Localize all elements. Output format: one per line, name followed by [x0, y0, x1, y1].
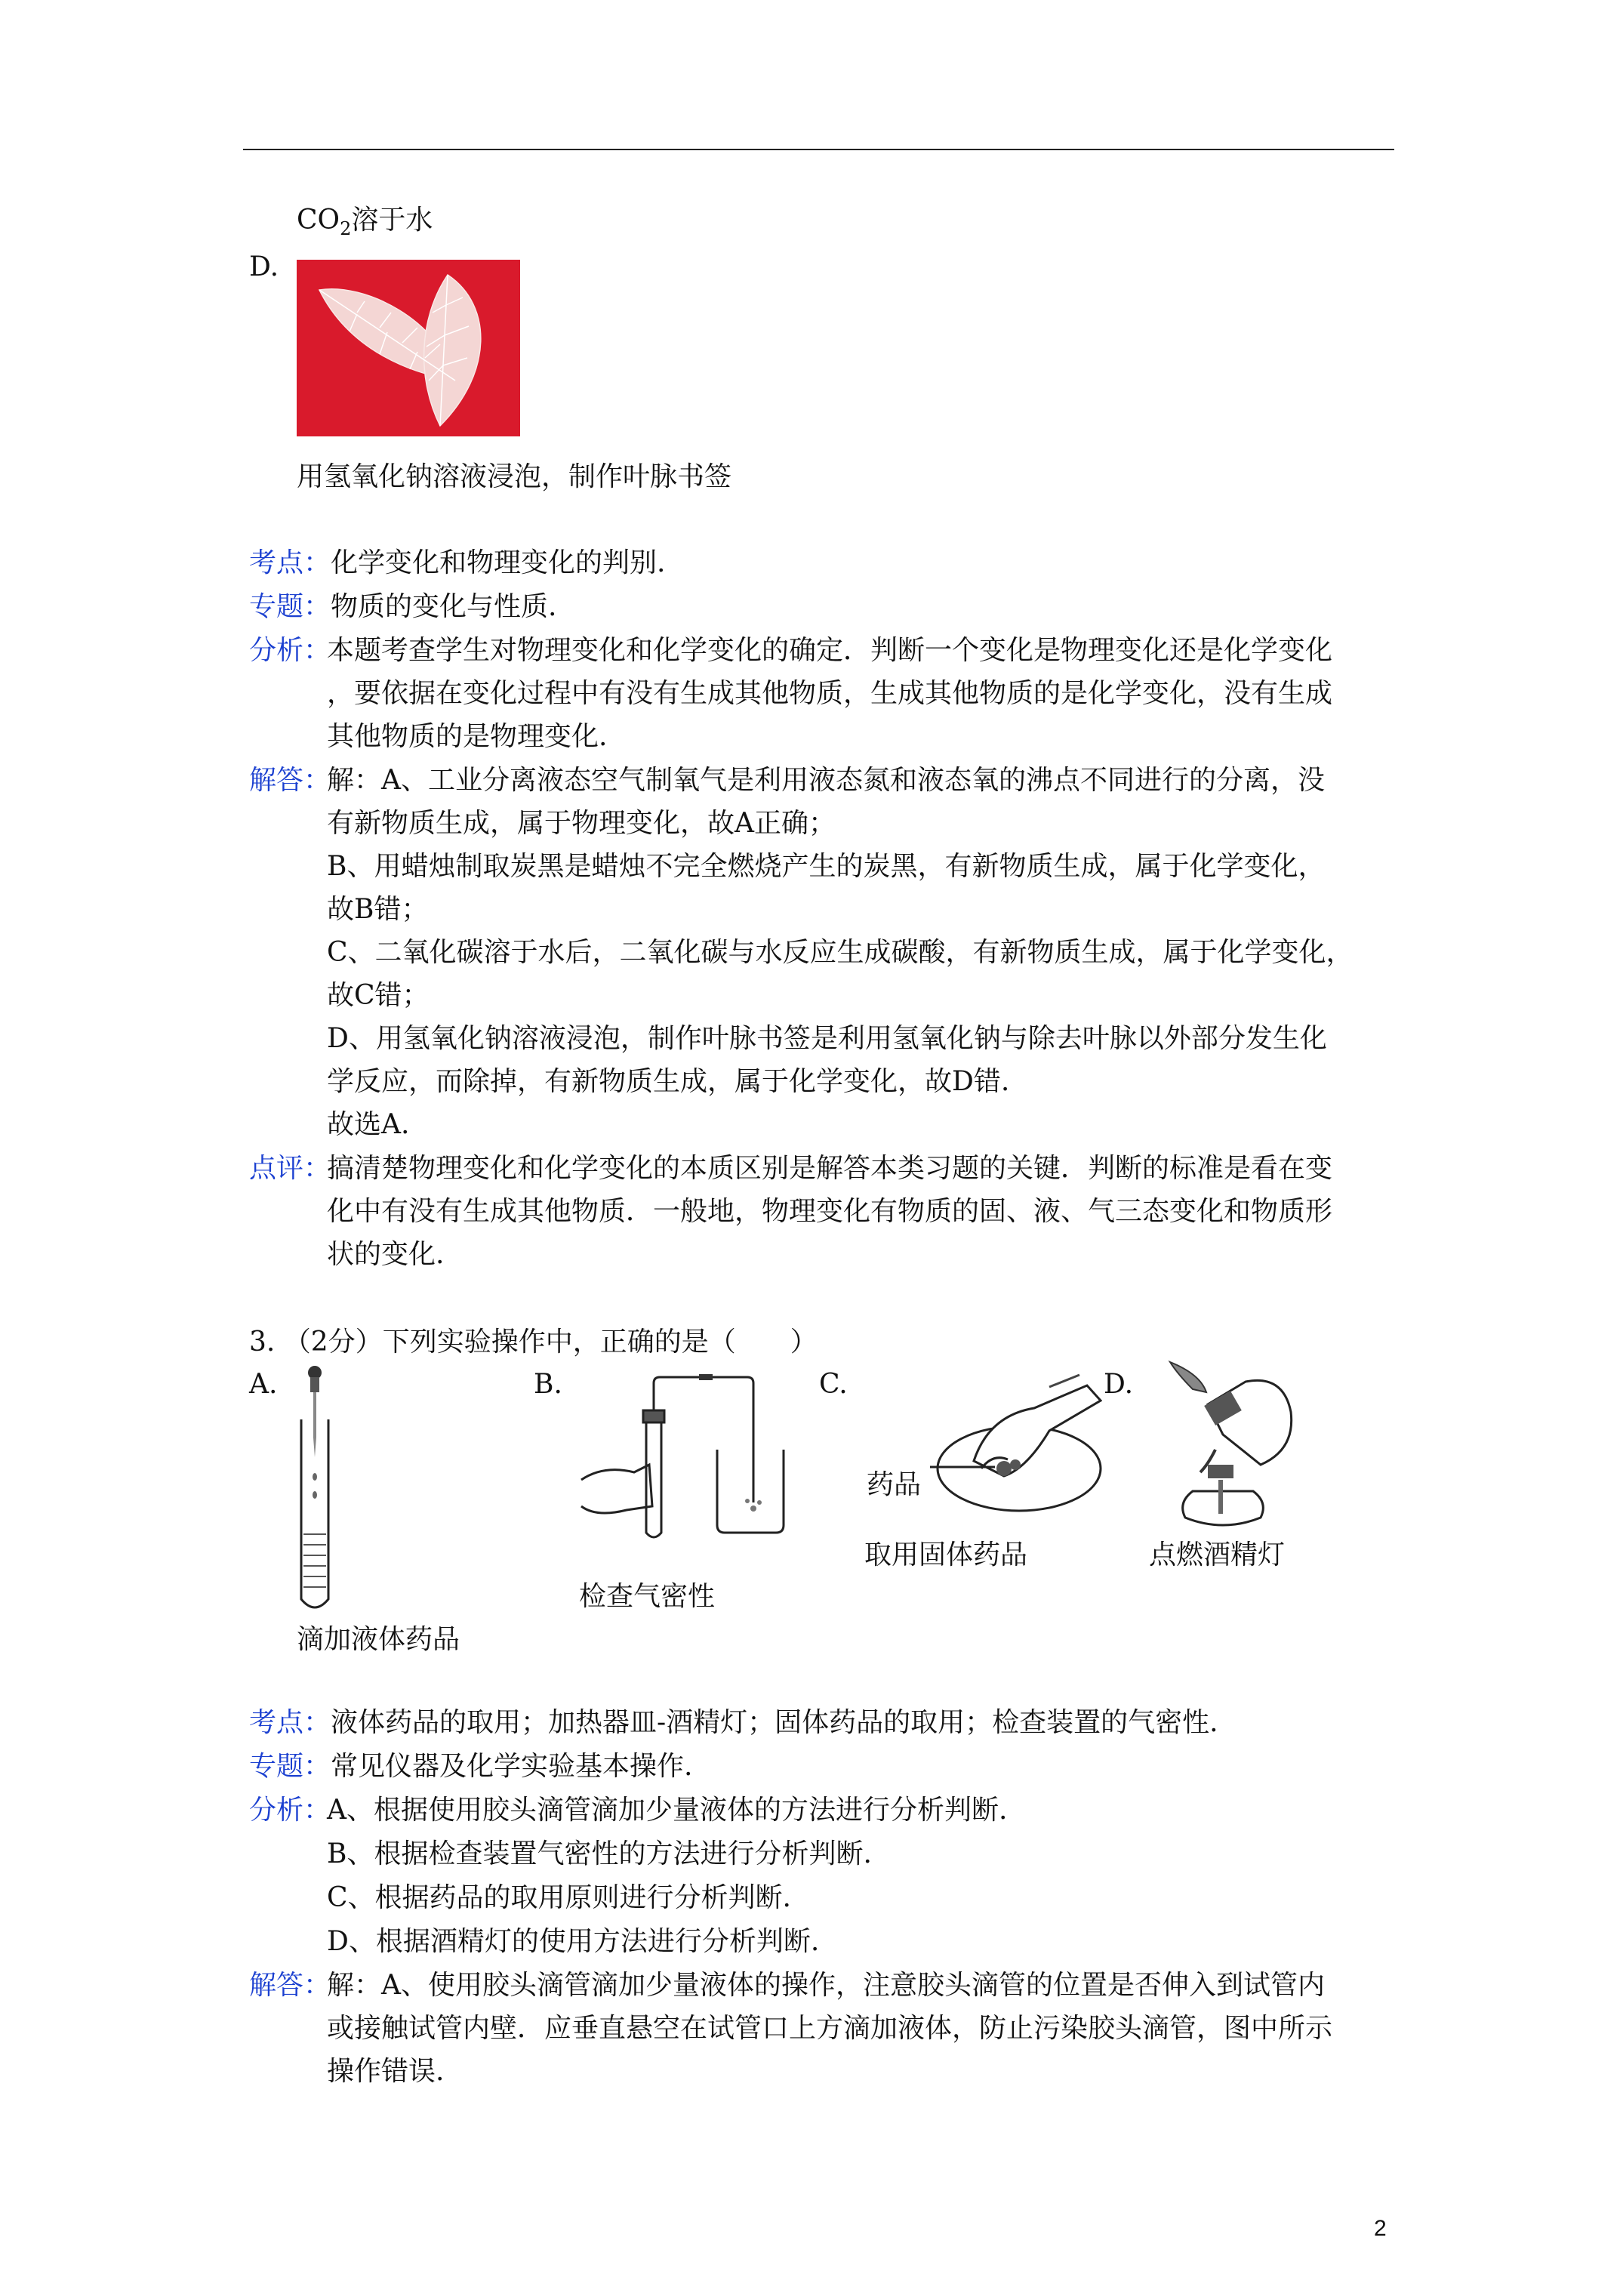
- q2-jieda-line: 学反应，而除掉，有新物质生成，属于化学变化，故D错.: [327, 1066, 1010, 1097]
- dropper-test-tube-illustration: [291, 1359, 343, 1616]
- q2-jieda-label: 解答：: [249, 765, 331, 796]
- q2-jieda-line: D、用氢氧化钠溶液浸泡，制作叶脉书签是利用氢氧化钠与除去叶脉以外部分发生化: [327, 1023, 1327, 1054]
- q2-dianping-line: 状的变化.: [327, 1239, 445, 1270]
- page-number: 2: [1374, 2216, 1387, 2241]
- q3-fenxi-line: A、根据使用胶头滴管滴加少量液体的方法进行分析判断.: [327, 1795, 1008, 1826]
- q3-jieda-label: 解答：: [249, 1970, 331, 2001]
- q3-option-caption: 检查气密性: [579, 1581, 716, 1612]
- q3-option-letter: A.: [249, 1369, 278, 1400]
- q2-dianping-label: 点评：: [249, 1153, 331, 1184]
- q2-jieda-line: 解：A、工业分离液态空气制氧气是利用液态氮和液态氧的沸点不同进行的分离，没: [327, 765, 1325, 796]
- q2-jieda-line: C、二氧化碳溶于水后，二氧化碳与水反应生成碳酸，有新物质生成，属于化学变化，: [327, 937, 1354, 968]
- q3-stem: 3. （2分）下列实验操作中，正确的是（ ）: [249, 1327, 818, 1358]
- q2-dianping-line: 化中有没有生成其他物质．一般地，物理变化有物质的固、液、气三态变化和物质形: [327, 1196, 1333, 1227]
- co2-caption: $CO_2$溶于水: [297, 205, 433, 239]
- q3-jieda-line: 解：A、使用胶头滴管滴加少量液体的操作，注意胶头滴管的位置是否伸入到试管内: [327, 1970, 1325, 2001]
- q3-option-caption: 点燃酒精灯: [1149, 1539, 1286, 1570]
- q2-jieda-line: B、用蜡烛制取炭黑是蜡烛不完全燃烧产生的炭黑，有新物质生成，属于化学变化，: [327, 851, 1326, 882]
- q3-fenxi-label: 分析：: [249, 1795, 331, 1826]
- q2-fenxi-line: 本题考查学生对物理变化和化学变化的确定．判断一个变化是物理变化还是化学变化: [327, 635, 1333, 666]
- leaf-caption: 用氢氧化钠溶液浸泡，制作叶脉书签: [297, 461, 732, 492]
- q3-fenxi-line: D、根据酒精灯的使用方法进行分析判断.: [327, 1926, 820, 1957]
- q2-jieda-line: 有新物质生成，属于物理变化，故A正确；: [327, 808, 836, 839]
- option-d-letter: D.: [249, 251, 279, 282]
- q3-option-caption: 滴加液体药品: [297, 1624, 460, 1655]
- q2-dianping-line: 搞清楚物理变化和化学变化的本质区别是解答本类习题的关键．判断的标准是看在变: [327, 1153, 1333, 1184]
- q3-option-letter: B.: [534, 1369, 562, 1400]
- q2-jieda-line: 故选A.: [327, 1109, 410, 1140]
- q2-zhuanti: 专题：物质的变化与性质.: [249, 591, 557, 622]
- q2-fenxi-line: ，要依据在变化过程中有没有生成其他物质，生成其他物质的是化学变化，没有生成: [327, 678, 1333, 709]
- q3-jieda-line: 或接触试管内壁．应垂直悬空在试管口上方滴加液体，防止污染胶头滴管，图中所示: [327, 2013, 1333, 2044]
- q3-kaodian: 考点：液体药品的取用；加热器皿-酒精灯；固体药品的取用；检查装置的气密性.: [249, 1707, 1218, 1738]
- airtightness-check-illustration: [574, 1374, 785, 1548]
- q3-option-letter: D.: [1104, 1369, 1134, 1400]
- q2-jieda-line: 故C错；: [327, 980, 430, 1011]
- leaf-image: [297, 260, 520, 436]
- q2-kaodian: 考点：化学变化和物理变化的判别.: [249, 547, 666, 578]
- q3-option-caption: 取用固体药品: [864, 1539, 1028, 1570]
- q3-fenxi-line: C、根据药品的取用原则进行分析判断.: [327, 1882, 791, 1913]
- q2-fenxi-label: 分析：: [249, 635, 331, 666]
- q3-jieda-line: 操作错误.: [327, 2056, 445, 2087]
- q2-jieda-line: 故B错；: [327, 894, 429, 925]
- q3-fenxi-line: B、根据检查装置气密性的方法进行分析判断.: [327, 1838, 872, 1869]
- q3-option-letter: C.: [819, 1369, 848, 1400]
- header-rule: [243, 149, 1394, 150]
- alcohol-lamp-illustration: [1147, 1359, 1298, 1533]
- drug-inline-label: 药品: [867, 1469, 922, 1500]
- q3-zhuanti: 专题：常见仪器及化学实验基本操作.: [249, 1751, 693, 1782]
- q2-fenxi-line: 其他物质的是物理变化.: [327, 721, 608, 752]
